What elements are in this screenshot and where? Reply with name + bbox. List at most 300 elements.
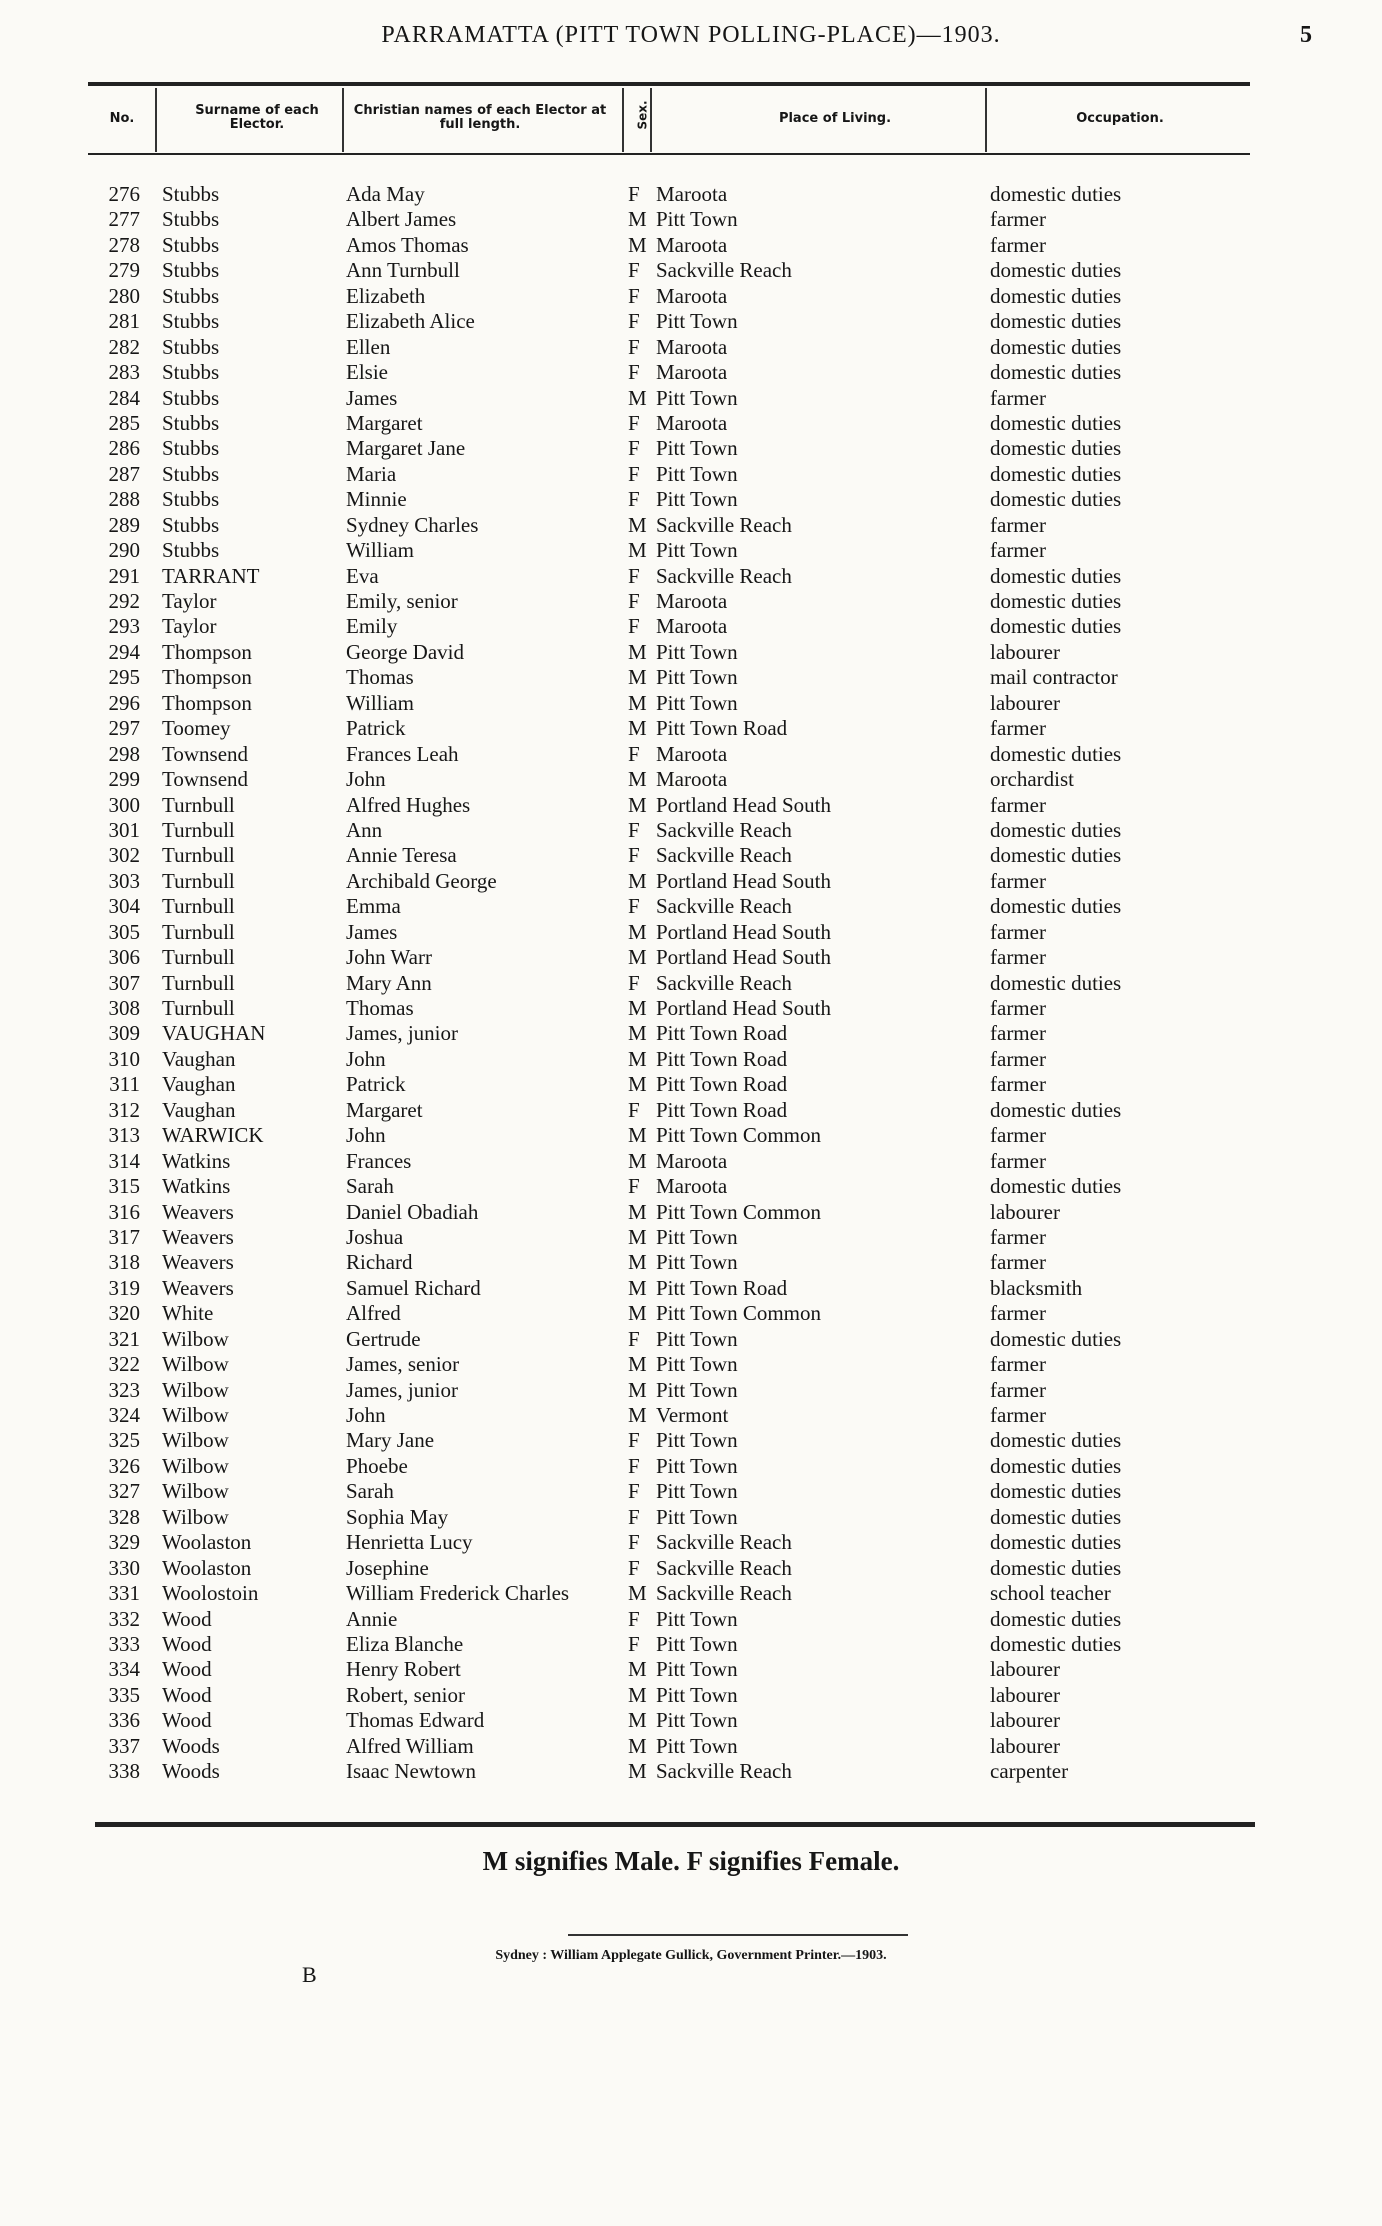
table-row — [0, 996, 1382, 1021]
table-row — [0, 818, 1382, 843]
occupation: domestic duties — [990, 1631, 1122, 1656]
christian-names: Samuel Richard — [346, 1275, 481, 1300]
entry-number: 295 — [108, 665, 140, 690]
column-divider — [155, 88, 157, 152]
sex: F — [628, 182, 640, 206]
sex: F — [628, 1174, 640, 1199]
sex: M — [628, 1199, 647, 1224]
christian-names: John Warr — [346, 945, 432, 970]
sex: F — [628, 1428, 640, 1453]
occupation: domestic duties — [990, 1326, 1122, 1351]
table-bottom-rule — [95, 1822, 1255, 1827]
christian-names: Ellen — [346, 334, 391, 359]
sex: F — [628, 1097, 640, 1122]
entry-number: 325 — [108, 1428, 140, 1453]
place-of-living: Pitt Town — [656, 1428, 738, 1453]
place-of-living: Pitt Town — [656, 1250, 738, 1275]
place-of-living: Pitt Town — [656, 639, 738, 664]
christian-names: James, senior — [346, 1352, 460, 1377]
occupation: labourer — [990, 1682, 1060, 1707]
table-row — [0, 1149, 1382, 1174]
table-row — [0, 1759, 1382, 1784]
occupation: domestic duties — [990, 614, 1122, 639]
table-row — [0, 487, 1382, 512]
entry-number: 304 — [108, 894, 140, 919]
entry-number: 284 — [108, 385, 140, 410]
surname: Turnbull — [162, 996, 235, 1020]
christian-names: Thomas — [346, 665, 414, 690]
table-row — [0, 1505, 1382, 1530]
entry-number: 282 — [108, 334, 140, 359]
christian-names: Alfred Hughes — [346, 792, 471, 817]
sex: F — [628, 410, 640, 435]
sex: M — [628, 385, 647, 410]
table-row — [0, 614, 1382, 639]
entry-number: 316 — [108, 1199, 140, 1224]
column-header-christian: Christian names of each Elector at full length. — [353, 103, 607, 132]
surname: Turnbull — [162, 919, 235, 944]
christian-names: Annie — [346, 1606, 398, 1631]
entry-number: 288 — [108, 487, 140, 512]
sex: M — [628, 767, 647, 792]
place-of-living: Maroota — [656, 1148, 728, 1173]
christian-names: Eva — [346, 563, 379, 588]
surname: Wilbow — [162, 1403, 229, 1427]
sex: F — [628, 461, 640, 486]
surname: Wilbow — [162, 1377, 229, 1402]
sex: F — [628, 894, 640, 919]
occupation: farmer — [990, 716, 1046, 741]
christian-names: Archibald George — [346, 868, 497, 893]
entry-number: 318 — [108, 1250, 140, 1275]
sex: F — [628, 741, 640, 766]
sex: F — [628, 1326, 640, 1351]
table-row — [0, 971, 1382, 996]
occupation: farmer — [990, 919, 1046, 944]
sex: F — [628, 589, 640, 613]
sex: M — [628, 1733, 647, 1758]
entry-number: 330 — [108, 1555, 140, 1580]
table-row — [0, 920, 1382, 945]
christian-names: Minnie — [346, 487, 407, 512]
place-of-living: Pitt Town — [656, 1377, 738, 1402]
table-row — [0, 1174, 1382, 1199]
christian-names: Sarah — [346, 1479, 394, 1504]
christian-names: Henrietta Lucy — [346, 1530, 473, 1555]
surname: Weavers — [162, 1224, 234, 1249]
printer-imprint: Sydney : William Applegate Gullick, Government Printer.—1903. — [495, 1948, 887, 1963]
occupation: labourer — [990, 1657, 1060, 1682]
signature-mark: B — [302, 1962, 317, 1987]
sex: M — [628, 716, 647, 741]
entry-number: 326 — [108, 1453, 140, 1478]
occupation: mail contractor — [990, 665, 1118, 690]
surname: Stubbs — [162, 360, 220, 385]
christian-names: Albert James — [346, 207, 457, 232]
entry-number: 300 — [108, 792, 140, 817]
christian-names: Alfred — [346, 1301, 401, 1326]
sex: F — [628, 1504, 640, 1529]
entry-number: 297 — [108, 716, 140, 741]
place-of-living: Pitt Town — [656, 1224, 738, 1249]
christian-names: Phoebe — [346, 1453, 408, 1478]
entry-number: 324 — [108, 1403, 140, 1427]
christian-names: Sydney Charles — [346, 512, 479, 537]
table-row — [0, 360, 1382, 385]
surname: Thompson — [162, 639, 252, 664]
page-number: 5 — [1300, 22, 1312, 48]
occupation: domestic duties — [990, 1097, 1122, 1122]
table-row — [0, 1098, 1382, 1123]
entry-number: 277 — [108, 207, 140, 232]
surname: Stubbs — [162, 232, 220, 257]
entry-number: 337 — [108, 1733, 140, 1758]
place-of-living: Pitt Town — [656, 309, 738, 334]
sex: M — [628, 1046, 647, 1071]
occupation: farmer — [990, 1148, 1046, 1173]
occupation: farmer — [990, 538, 1046, 563]
table-row — [0, 564, 1382, 589]
sex: F — [628, 1606, 640, 1631]
occupation: domestic duties — [990, 741, 1122, 766]
occupation: domestic duties — [990, 1428, 1122, 1453]
sex: M — [628, 1403, 647, 1427]
place-of-living: Maroota — [656, 1174, 728, 1199]
place-of-living: Pitt Town Road — [656, 1046, 788, 1071]
entry-number: 315 — [108, 1174, 140, 1199]
entry-number: 319 — [108, 1275, 140, 1300]
place-of-living: Maroota — [656, 741, 728, 766]
entry-number: 291 — [108, 563, 140, 588]
christian-names: Robert, senior — [346, 1682, 465, 1707]
place-of-living: Maroota — [656, 334, 728, 359]
surname: Watkins — [162, 1148, 231, 1173]
table-row — [0, 207, 1382, 232]
place-of-living: Pitt Town — [656, 1682, 738, 1707]
sex: M — [628, 665, 647, 690]
occupation: farmer — [990, 945, 1046, 970]
place-of-living: Pitt Town — [656, 1479, 738, 1504]
occupation: farmer — [990, 385, 1046, 410]
surname: Wilbow — [162, 1453, 229, 1478]
surname: Wood — [162, 1606, 212, 1631]
table-row — [0, 513, 1382, 538]
occupation: farmer — [990, 232, 1046, 257]
surname: Stubbs — [162, 207, 220, 232]
surname: Weavers — [162, 1250, 234, 1275]
christian-names: Emily, senior — [346, 589, 458, 613]
christian-names: John — [346, 767, 386, 792]
sex: F — [628, 487, 640, 512]
table-row — [0, 945, 1382, 970]
surname: Stubbs — [162, 538, 220, 563]
christian-names: Emily — [346, 614, 398, 639]
occupation: domestic duties — [990, 360, 1122, 385]
table-row — [0, 386, 1382, 411]
imprint-rule — [568, 1934, 908, 1936]
sex: M — [628, 1224, 647, 1249]
surname: Taylor — [162, 589, 217, 613]
header-rule-top — [88, 82, 1250, 86]
column-header-place: Place of Living. — [778, 111, 892, 126]
place-of-living: Maroota — [656, 360, 728, 385]
entry-number: 279 — [108, 258, 140, 283]
place-of-living: Maroota — [656, 614, 728, 639]
sex: M — [628, 232, 647, 257]
entry-number: 281 — [108, 309, 140, 334]
occupation: domestic duties — [990, 258, 1122, 283]
place-of-living: Pitt Town Common — [656, 1123, 822, 1148]
table-row — [0, 1378, 1382, 1403]
sex: M — [628, 945, 647, 970]
entry-number: 328 — [108, 1504, 140, 1529]
entry-number: 312 — [108, 1097, 140, 1122]
christian-names: Patrick — [346, 1072, 406, 1097]
sex: M — [628, 690, 647, 715]
surname: Turnbull — [162, 868, 235, 893]
place-of-living: Pitt Town — [656, 1453, 738, 1478]
occupation: farmer — [990, 1123, 1046, 1148]
entry-number: 334 — [108, 1657, 140, 1682]
sex: F — [628, 614, 640, 639]
christian-names: Thomas Edward — [346, 1708, 485, 1733]
place-of-living: Pitt Town — [656, 1606, 738, 1631]
entry-number: 276 — [108, 182, 140, 206]
place-of-living: Sackville Reach — [656, 1555, 792, 1580]
christian-names: John — [346, 1046, 386, 1071]
table-row — [0, 665, 1382, 690]
sex: M — [628, 868, 647, 893]
place-of-living: Sackville Reach — [656, 970, 792, 995]
place-of-living: Pitt Town Common — [656, 1301, 822, 1326]
occupation: farmer — [990, 1250, 1046, 1275]
occupation: school teacher — [990, 1581, 1111, 1606]
place-of-living: Maroota — [656, 283, 728, 308]
occupation: domestic duties — [990, 309, 1122, 334]
entry-number: 332 — [108, 1606, 140, 1631]
place-of-living: Sackville Reach — [656, 894, 792, 919]
place-of-living: Maroota — [656, 182, 728, 206]
surname: Wilbow — [162, 1352, 229, 1377]
surname: Watkins — [162, 1174, 231, 1199]
occupation: labourer — [990, 639, 1060, 664]
surname: Turnbull — [162, 970, 235, 995]
occupation: domestic duties — [990, 817, 1122, 842]
table-row — [0, 1072, 1382, 1097]
occupation: farmer — [990, 207, 1046, 232]
sex: F — [628, 970, 640, 995]
occupation: farmer — [990, 1403, 1046, 1427]
entry-number: 293 — [108, 614, 140, 639]
surname: Woods — [162, 1733, 220, 1758]
place-of-living: Pitt Town — [656, 207, 738, 232]
occupation: farmer — [990, 1301, 1046, 1326]
table-row — [0, 1403, 1382, 1428]
surname: Stubbs — [162, 487, 220, 512]
table-row — [0, 1200, 1382, 1225]
table-row — [0, 1225, 1382, 1250]
christian-names: Mary Ann — [346, 970, 432, 995]
occupation: farmer — [990, 1352, 1046, 1377]
surname: WARWICK — [162, 1123, 264, 1148]
column-divider — [985, 88, 987, 152]
occupation: domestic duties — [990, 283, 1122, 308]
sex: F — [628, 1453, 640, 1478]
entry-number: 329 — [108, 1530, 140, 1555]
entry-number: 301 — [108, 817, 140, 842]
table-row — [0, 335, 1382, 360]
christian-names: Joshua — [346, 1224, 404, 1249]
christian-names: Frances — [346, 1148, 412, 1173]
sex: M — [628, 1301, 647, 1326]
christian-names: James — [346, 919, 398, 944]
surname: Wilbow — [162, 1504, 229, 1529]
entry-number: 333 — [108, 1631, 140, 1656]
entry-number: 306 — [108, 945, 140, 970]
place-of-living: Portland Head South — [656, 945, 831, 970]
place-of-living: Vermont — [656, 1403, 729, 1427]
christian-names: Ada May — [346, 182, 425, 206]
sex: M — [628, 1021, 647, 1046]
surname: Turnbull — [162, 792, 235, 817]
entry-number: 280 — [108, 283, 140, 308]
sex: F — [628, 1631, 640, 1656]
christian-names: Richard — [346, 1250, 413, 1275]
table-row — [0, 436, 1382, 461]
occupation: farmer — [990, 792, 1046, 817]
entry-number: 302 — [108, 843, 140, 868]
column-divider — [342, 88, 344, 152]
occupation: domestic duties — [990, 182, 1122, 206]
sex: F — [628, 283, 640, 308]
surname: Weavers — [162, 1199, 234, 1224]
place-of-living: Sackville Reach — [656, 258, 792, 283]
place-of-living: Maroota — [656, 767, 728, 792]
sex: M — [628, 792, 647, 817]
occupation: farmer — [990, 996, 1046, 1020]
sex: M — [628, 1352, 647, 1377]
table-row — [0, 1734, 1382, 1759]
table-row — [0, 1632, 1382, 1657]
table-row — [0, 1454, 1382, 1479]
entry-number: 283 — [108, 360, 140, 385]
surname: Wilbow — [162, 1479, 229, 1504]
entry-number: 296 — [108, 690, 140, 715]
place-of-living: Pitt Town — [656, 1631, 738, 1656]
surname: Turnbull — [162, 817, 235, 842]
place-of-living: Sackville Reach — [656, 1759, 792, 1784]
christian-names: Annie Teresa — [346, 843, 457, 868]
occupation: domestic duties — [990, 1504, 1122, 1529]
header-rule-bottom — [88, 153, 1250, 155]
sex: F — [628, 843, 640, 868]
christian-names: Eliza Blanche — [346, 1631, 464, 1656]
christian-names: William Frederick Charles — [346, 1581, 570, 1606]
entry-number: 308 — [108, 996, 140, 1020]
christian-names: Maria — [346, 461, 397, 486]
christian-names: John — [346, 1123, 386, 1148]
place-of-living: Pitt Town Road — [656, 716, 788, 741]
sex: M — [628, 919, 647, 944]
table-row — [0, 233, 1382, 258]
sex: M — [628, 1759, 647, 1784]
occupation: domestic duties — [990, 563, 1122, 588]
place-of-living: Pitt Town — [656, 1657, 738, 1682]
entry-number: 285 — [108, 410, 140, 435]
place-of-living: Pitt Town — [656, 690, 738, 715]
place-of-living: Sackville Reach — [656, 817, 792, 842]
christian-names: John — [346, 1403, 386, 1427]
table-row — [0, 843, 1382, 868]
table-row — [0, 1047, 1382, 1072]
sex: F — [628, 817, 640, 842]
entry-number: 327 — [108, 1479, 140, 1504]
entry-number: 305 — [108, 919, 140, 944]
christian-names: James, junior — [346, 1021, 458, 1046]
table-row — [0, 1683, 1382, 1708]
sex: F — [628, 1479, 640, 1504]
column-divider — [622, 88, 624, 152]
table-row — [0, 411, 1382, 436]
christian-names: Daniel Obadiah — [346, 1199, 479, 1224]
place-of-living: Pitt Town Common — [656, 1199, 822, 1224]
christian-names: Amos Thomas — [346, 232, 469, 257]
place-of-living: Sackville Reach — [656, 843, 792, 868]
place-of-living: Pitt Town — [656, 665, 738, 690]
table-row — [0, 309, 1382, 334]
occupation: farmer — [990, 1224, 1046, 1249]
entry-number: 303 — [108, 868, 140, 893]
place-of-living: Portland Head South — [656, 868, 831, 893]
surname: Woolaston — [162, 1530, 252, 1555]
occupation: domestic duties — [990, 1606, 1122, 1631]
sex: M — [628, 207, 647, 232]
place-of-living: Maroota — [656, 232, 728, 257]
entry-number: 322 — [108, 1352, 140, 1377]
christian-names: James — [346, 385, 398, 410]
surname: Wilbow — [162, 1326, 229, 1351]
occupation: domestic duties — [990, 1174, 1122, 1199]
christian-names: Henry Robert — [346, 1657, 461, 1682]
entry-number: 290 — [108, 538, 140, 563]
surname: Wood — [162, 1708, 212, 1733]
surname: Wood — [162, 1631, 212, 1656]
occupation: domestic duties — [990, 334, 1122, 359]
table-row — [0, 1708, 1382, 1733]
place-of-living: Portland Head South — [656, 996, 831, 1020]
surname: Taylor — [162, 614, 217, 639]
occupation: domestic duties — [990, 461, 1122, 486]
surname: Wood — [162, 1682, 212, 1707]
occupation: domestic duties — [990, 1530, 1122, 1555]
table-row — [0, 538, 1382, 563]
occupation: blacksmith — [990, 1275, 1083, 1300]
christian-names: Isaac Newtown — [346, 1759, 477, 1784]
christian-names: Sarah — [346, 1174, 394, 1199]
occupation: domestic duties — [990, 1479, 1122, 1504]
sex: F — [628, 1530, 640, 1555]
table-row — [0, 589, 1382, 614]
christian-names: Elizabeth — [346, 283, 426, 308]
entry-number: 287 — [108, 461, 140, 486]
surname: Stubbs — [162, 436, 220, 461]
surname: Stubbs — [162, 512, 220, 537]
column-divider — [650, 88, 652, 152]
place-of-living: Pitt Town — [656, 436, 738, 461]
table-row — [0, 1479, 1382, 1504]
sex: F — [628, 309, 640, 334]
occupation: domestic duties — [990, 487, 1122, 512]
